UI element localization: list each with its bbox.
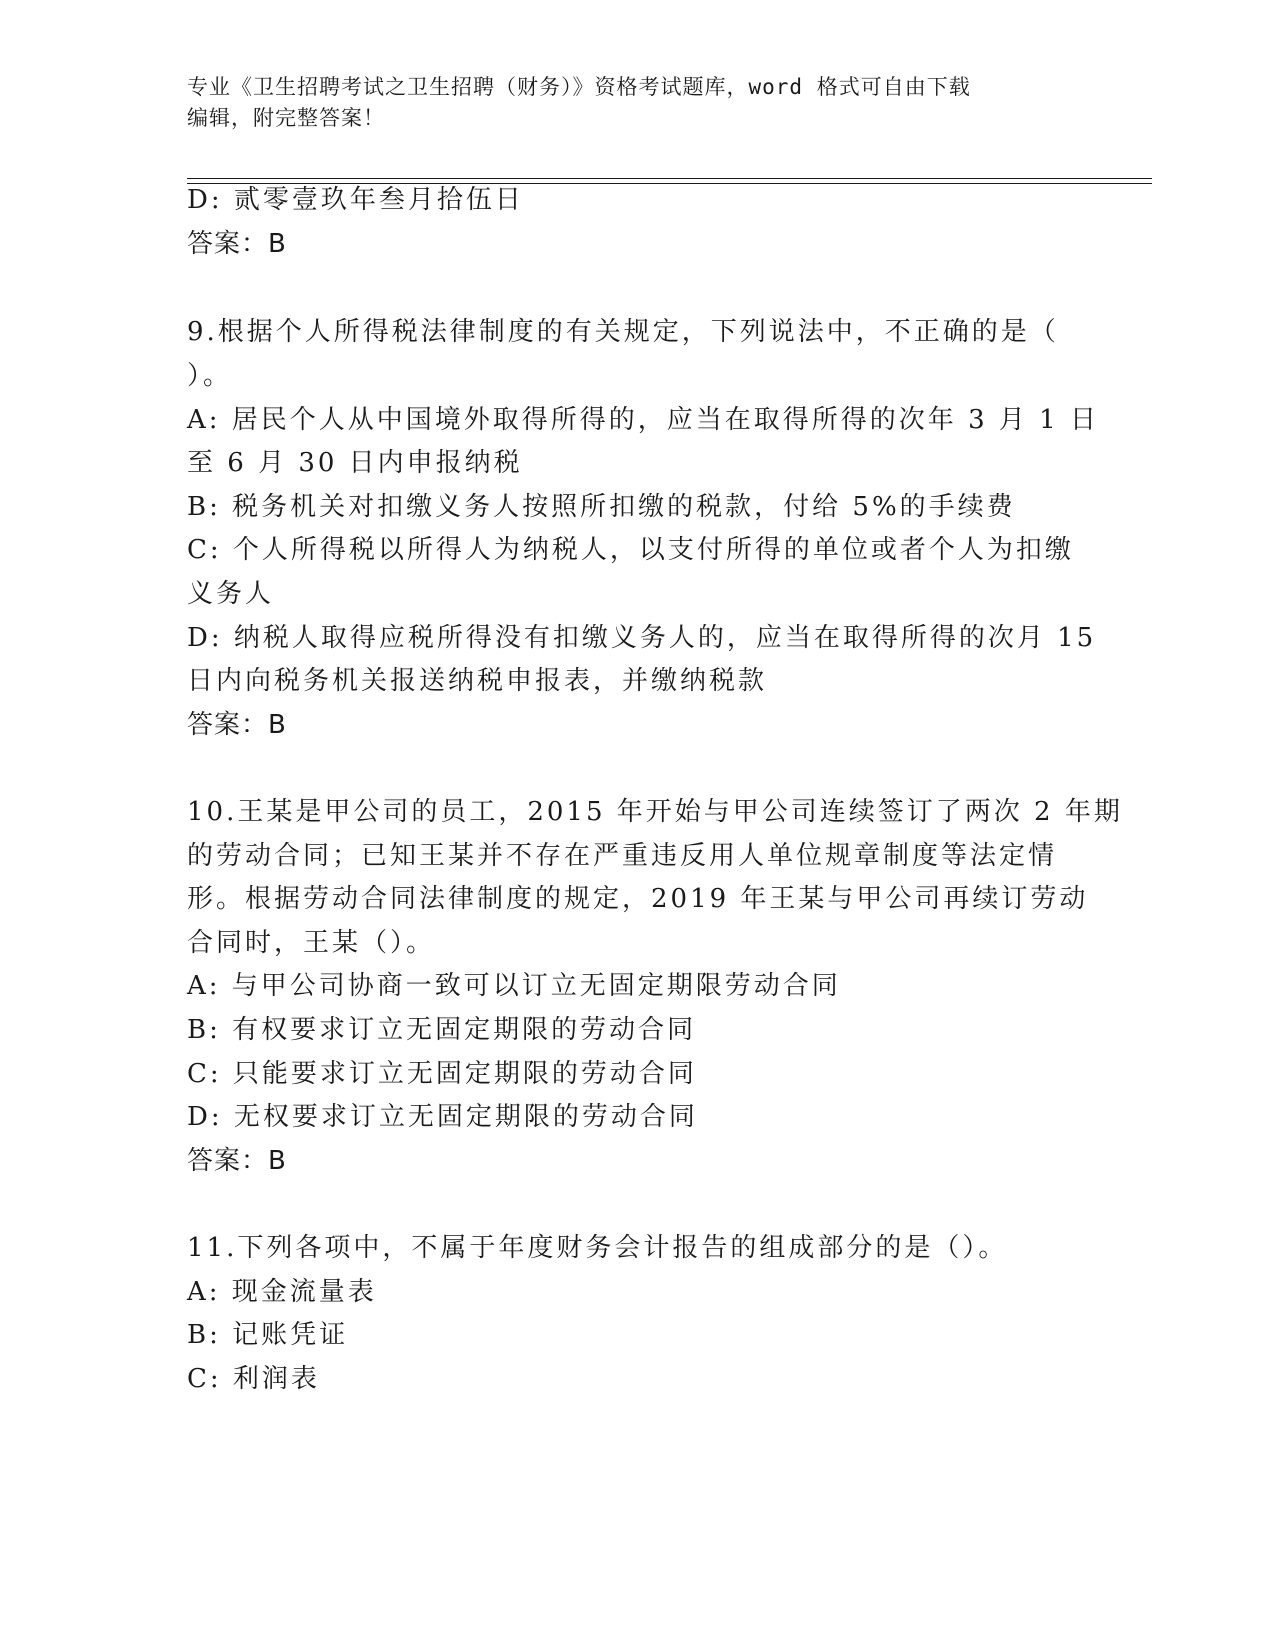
- q10-stem-line-3: 形。根据劳动合同法律制度的规定，2019 年王某与甲公司再续订劳动: [187, 884, 1089, 914]
- q10-stem-line-1: 10.王某是甲公司的员工，2015 年开始与甲公司连续签订了两次 2 年期: [187, 797, 1123, 827]
- q9-option-b: B: 税务机关对扣缴义务人按照所扣缴的税款，付给 5%的手续费: [187, 492, 1016, 522]
- q9-option-d-line-2: 日内向税务机关报送纳税申报表，并缴纳税款: [187, 666, 768, 696]
- q11-option-a: A: 现金流量表: [187, 1277, 377, 1307]
- q10-option-c: C: 只能要求订立无固定期限的劳动合同: [187, 1059, 697, 1089]
- header-note-line-1: 专业《卫生招聘考试之卫生招聘（财务）》资格考试题库，word 格式可自由下载: [187, 75, 971, 99]
- q10-option-d: D: 无权要求订立无固定期限的劳动合同: [187, 1102, 698, 1132]
- q11-option-c: C: 利润表: [187, 1364, 320, 1394]
- q10-stem-line-4: 合同时，王某（）。: [187, 928, 436, 958]
- q11-stem-line-1: 11.下列各项中，不属于年度财务会计报告的组成部分的是（）。: [187, 1233, 1008, 1263]
- q10-option-a: A: 与甲公司协商一致可以订立无固定期限劳动合同: [187, 971, 841, 1001]
- q10-option-b: B: 有权要求订立无固定期限的劳动合同: [187, 1015, 697, 1045]
- q9-option-c-line-2: 义务人: [187, 579, 275, 609]
- header-divider-top: [187, 178, 1152, 179]
- prev-question-option-d: D: 贰零壹玖年叁月拾伍日: [187, 185, 524, 215]
- q10-stem-line-2: 的劳动合同；已知王某并不存在严重违反用人单位规章制度等法定情: [187, 841, 1058, 871]
- q9-option-a-line-1: A: 居民个人从中国境外取得所得的，应当在取得所得的次年 3 月 1 日: [187, 405, 1099, 435]
- q10-answer: 答案：B: [187, 1146, 287, 1176]
- q9-option-a-line-2: 至 6 月 30 日内申报纳税: [187, 448, 523, 478]
- q9-stem-line-2: ）。: [187, 361, 233, 391]
- q9-stem-line-1: 9.根据个人所得税法律制度的有关规定，下列说法中，不正确的是（: [187, 317, 1059, 347]
- q9-option-d-line-1: D: 纳税人取得应税所得没有扣缴义务人的，应当在取得所得的次月 15: [187, 623, 1097, 653]
- q9-answer: 答案：B: [187, 710, 287, 740]
- q11-option-b: B: 记账凭证: [187, 1320, 349, 1350]
- prev-question-answer: 答案：B: [187, 229, 287, 259]
- header-note-line-2: 编辑，附完整答案！: [187, 106, 385, 130]
- document-header-note: [187, 72, 1067, 134]
- q9-option-c-line-1: C: 个人所得税以所得人为纳税人，以支付所得的单位或者个人为扣缴: [187, 535, 1074, 565]
